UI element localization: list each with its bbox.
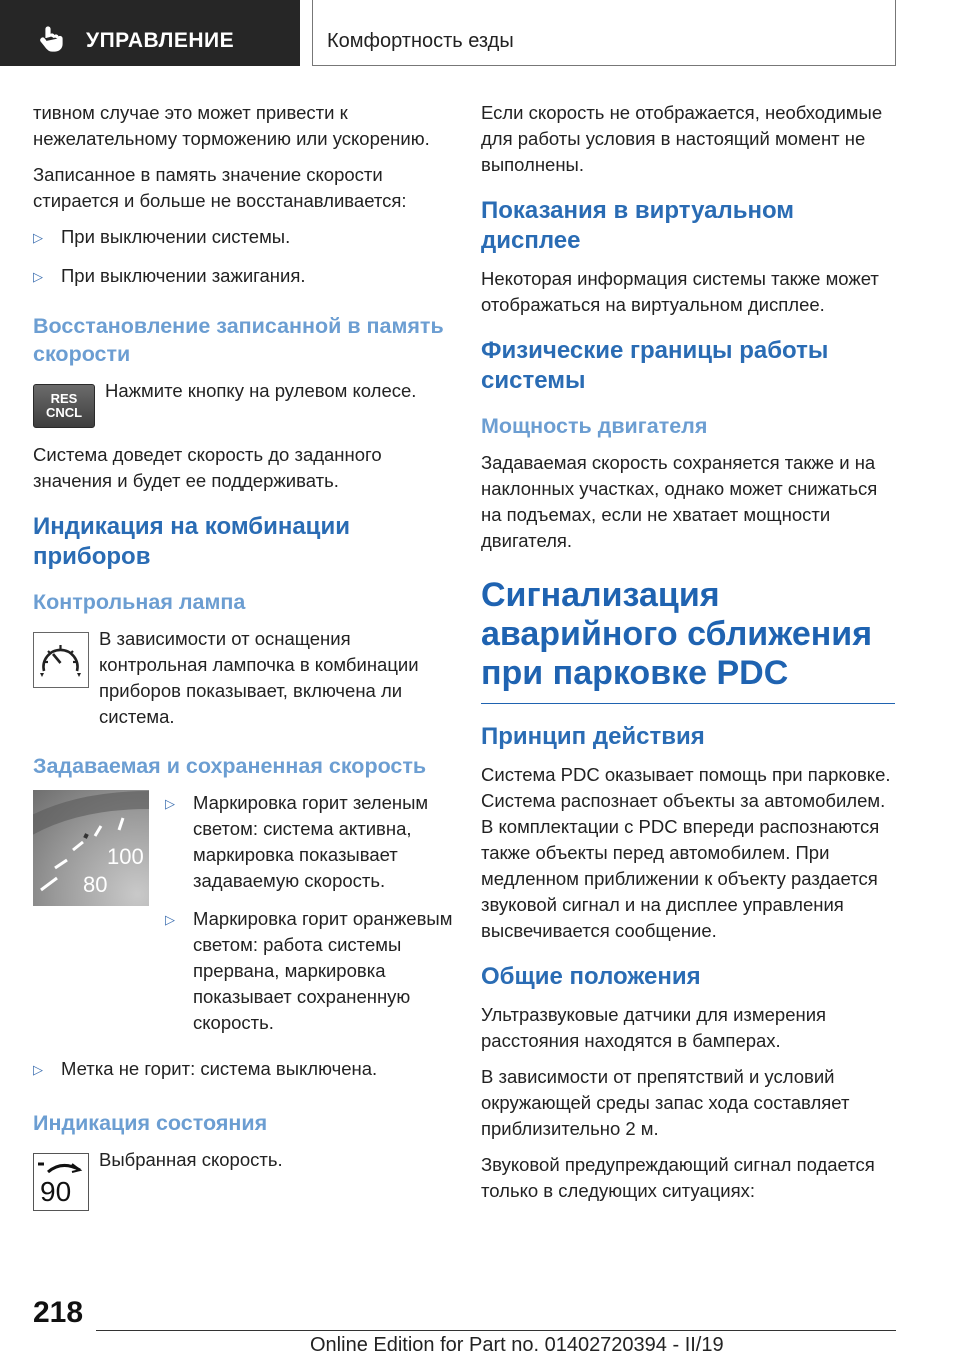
res-label: RES [50,391,78,406]
page-number: 218 [33,1296,84,1329]
list-item [33,263,453,290]
triangle-bullet-icon: ▷ [165,796,175,811]
left-column [33,100,453,1225]
gauge-label-80: 80 [83,872,108,897]
list-item [165,790,453,894]
list-item [33,224,453,251]
list-item-text: При выключении зажигания. [61,265,306,286]
paragraph: тивном случае это может привести к нежелательному торможению или ускорению. [33,102,430,149]
lamp-text: В зависимости от оснащения контрольная лампочка в комбинации приборов показывает, включена ли система. [99,628,419,727]
heading-lamp: Контрольная лампа [33,590,246,614]
heading-virtual-display: Показания в виртуальном дисплее [481,197,795,254]
res-cncl-button-icon [33,378,95,428]
paragraph: В зависимости от препятствий и условий окружающей среды запас хода составляет приблизительно 2 м. [481,1066,850,1139]
cruise-control-lamp-icon [33,632,89,688]
triangle-bullet-icon: ▷ [165,912,175,927]
restore-text: Нажмите кнопку на рулевом колесе. [105,380,417,401]
list-item [33,1056,453,1083]
heading-indication: Индикация на комбинации приборов [33,513,350,570]
right-column [481,100,895,1214]
triangle-bullet-icon: ▷ [33,1062,43,1077]
heading-restore-speed: Восстановление записанной в память скорости [33,314,444,366]
footer-divider [96,1330,896,1331]
chapter-tab-label: УПРАВЛЕНИЕ [86,29,235,52]
paragraph: Система PDC оказывает помощь при парковке. Система распознает объекты за автомобилем. В комплектации с PDC впереди распознаются также объекты перед автомобилем. При медленном приближении к объекту раздается звуковой сигнал и на дисплее управления высвечивается сообщение. [481,764,891,941]
set-speed-status-icon [33,1153,89,1211]
paragraph: Некоторая информация системы также может отображаться на виртуальном дисплее. [481,268,879,315]
cncl-label: CNCL [45,405,83,420]
heading-system-limits: Физические границы работы системы [481,337,829,394]
list-item-text: При выключении системы. [61,226,291,247]
section-title-box [312,0,896,66]
chapter-tab[interactable] [0,0,300,66]
paragraph: Звуковой предупреждающий сигнал подается только в следующих ситуациях: [481,1154,875,1201]
paragraph: Система доведет скорость до заданного значения и будет ее поддерживать. [33,444,382,491]
triangle-bullet-icon: ▷ [33,269,43,284]
heading-principle: Принцип действия [481,723,705,750]
list-item [165,906,453,1036]
status-text: Выбранная скорость. [99,1149,283,1170]
triangle-bullet-icon: ▷ [33,230,43,245]
heading-set-speed: Задаваемая и сохраненная скорость [33,754,427,778]
status-row [33,1147,453,1211]
paragraph: Записанное в память значение скорости стирается и больше не восстанавливается: [33,164,407,211]
heading-general: Общие положения [481,963,701,990]
heading-engine-power: Мощность двигателя [481,414,708,438]
restore-row [33,378,453,428]
paragraph: Задаваемая скорость сохраняется также и на наклонных участках, однако может снижаться на подъемах, если не хватает мощности двигателя. [481,452,878,551]
edition-note: Online Edition for Part no. 01402720394 - II/19 [310,1334,724,1356]
paragraph: Ультразвуковые датчики для измерения расстояния находятся в бамперах. [481,1004,827,1051]
page-header [0,0,960,66]
hand-pointer-icon [38,26,64,52]
section-title: Комфортность езды [327,30,514,52]
heading-status: Индикация состояния [33,1111,268,1135]
heading-pdc: Сигнализация аварийного сближения при парковке PDC [481,576,895,704]
speedometer-marking-image [33,790,149,906]
gauge-row [33,790,453,1048]
gauge-label-100: 100 [107,844,144,869]
list-item-text: Маркировка горит зеленым светом: система активна, маркировка показывает задаваемую скорость. [193,792,429,891]
paragraph: Если скорость не отображается, необходимые для работы условия в настоящий момент не выполнены. [481,102,883,175]
list-item-text: Маркировка горит оранжевым светом: работа системы прервана, маркировка показывает сохраненную скорость. [193,908,453,1033]
status-speed-value: 90 [40,1176,72,1207]
list-item-text: Метка не горит: система выключена. [61,1058,378,1079]
lamp-row [33,626,453,730]
